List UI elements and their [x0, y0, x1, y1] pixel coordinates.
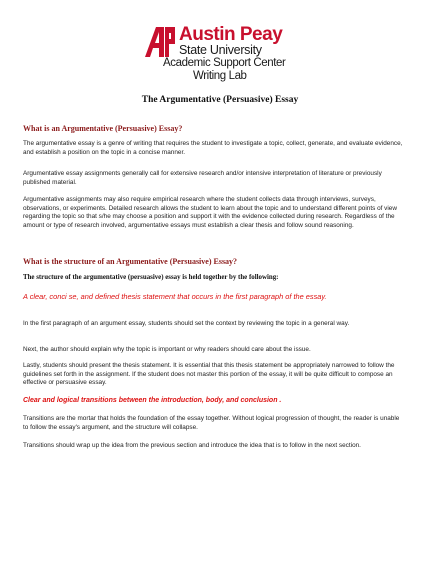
paragraph: Next, the author should explain why the topic is important or why readers should care about the issue.	[23, 346, 311, 353]
logo-text-line4: Writing Lab	[193, 70, 247, 82]
paragraph: Transitions are the mortar that holds the foundation of the essay together. Without logical progression of thought, the reader is unable to follow the essay's argument, and the structure will collapse.	[23, 415, 400, 431]
section-heading-what-is: What is an Argumentative (Persuasive) Essay?	[23, 124, 183, 133]
paragraph: Argumentative essay assignments generally call for extensive research and/or intensive interpretation of literature or previously published material.	[23, 170, 382, 186]
paragraph: Lastly, students should present the thesis statement. It is essential that this thesis statement be appropriately narrowed to follow the guidelines set forth in the assignment. If the student does not master this portion of the essay, it will be quite difficult to compose an effective or persuasive essay.	[23, 362, 395, 387]
logo-text-line2: State University	[179, 43, 262, 57]
document-title: The Argumentative (Persuasive) Essay	[141, 95, 299, 105]
section-heading-structure: What is the structure of an Argumentative (Persuasive) Essay?	[23, 257, 238, 266]
red-callout: A clear, conci se, and defined thesis statement that occurs in the first paragraph of the essay.	[23, 292, 327, 301]
paragraph: Argumentative assignments may also require empirical research where the student collects data through interviews, surveys, observations, or experiments. Detailed research allows the student to learn about the topic and to understand different points of view regarding the topic so that s/he may choose a position and support it with the evidence collected during research. Regardless of the amount or type of research involved, argumentative essays must establish a clear thesis and follow sound reasoning.	[23, 196, 397, 229]
bold-paragraph: The structure of the argumentative (persuasive) essay is held together by the following:	[23, 274, 279, 281]
paragraph: Transitions should wrap up the idea from the previous section and introduce the idea that is to follow in the next section.	[23, 442, 361, 449]
logo-text-line3: Academic Support Center	[163, 57, 286, 69]
apsu-monogram-icon	[145, 27, 175, 57]
university-logo	[145, 25, 330, 85]
paragraph: In the first paragraph of an argument essay, students should set the context by reviewing the topic in a general way.	[23, 320, 350, 327]
red-callout: Clear and logical transitions between the introduction, body, and conclusion .	[23, 397, 282, 404]
paragraph: The argumentative essay is a genre of writing that requires the student to investigate a topic, collect, generate, and evaluate evidence, and establish a position on the topic in a concise manner.	[23, 140, 403, 156]
logo-text-line1: Austin Peay	[179, 24, 283, 45]
